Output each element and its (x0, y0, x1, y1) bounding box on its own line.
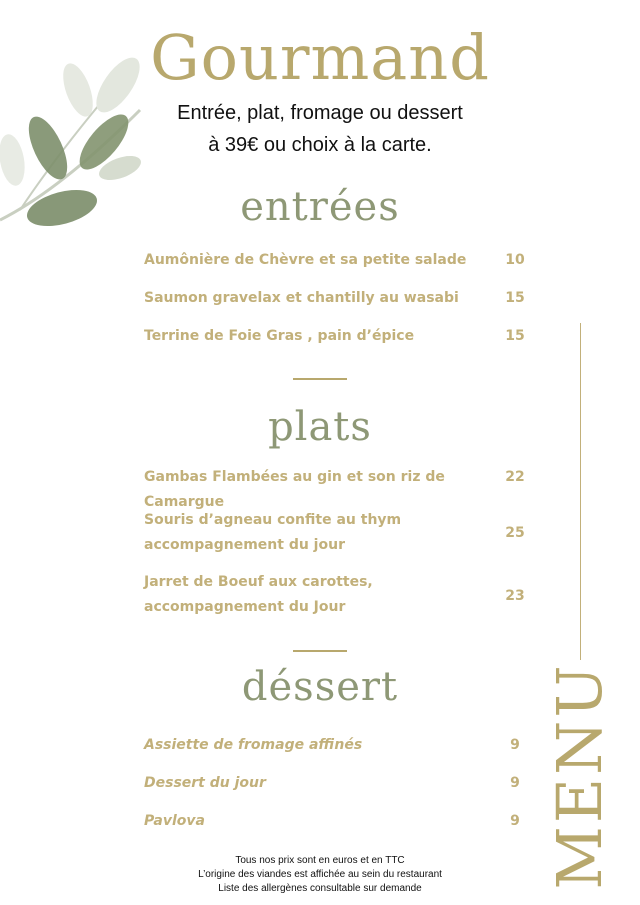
item-price: 10 (505, 252, 525, 268)
menu-side-label: MENU (543, 662, 616, 890)
list-item-line1: Jarret de Boeuf aux carottes, (144, 574, 373, 590)
item-price: 15 (505, 290, 525, 306)
list-item: Aumônière de Chèvre et sa petite salade (144, 252, 467, 268)
item-price: 9 (510, 737, 520, 753)
footer-line3: Liste des allergènes consultable sur demande (218, 883, 422, 894)
list-item-line2: accompagnement du Jour (144, 599, 346, 615)
list-item: Pavlova (144, 813, 205, 829)
item-price: 25 (505, 525, 525, 541)
menu-title: Gourmand (150, 21, 490, 94)
list-item: Gambas Flambées au gin et son riz de Camargue (144, 469, 445, 510)
list-item: Dessert du jour (144, 775, 266, 791)
footer-line1: Tous nos prix sont en euros et en TTC (235, 855, 405, 866)
list-item: Saumon gravelax et chantilly au wasabi (144, 290, 459, 306)
list-item-line2: accompagnement du jour (144, 537, 345, 553)
section-divider (293, 378, 347, 380)
list-item: Assiette de fromage affinés (144, 737, 363, 753)
section-divider (293, 650, 347, 652)
menu-subtitle-line2: à 39€ ou choix à la carte. (208, 134, 432, 156)
section-title-plats: plats (268, 404, 372, 450)
item-price: 23 (505, 588, 525, 604)
section-title-desserts: déssert (241, 664, 399, 710)
item-price: 9 (510, 775, 520, 791)
menu-subtitle-line1: Entrée, plat, fromage ou dessert (177, 102, 463, 124)
list-item: Terrine de Foie Gras , pain d’épice (144, 328, 415, 344)
item-price: 15 (505, 328, 525, 344)
list-item-line1: Souris d’agneau confite au thym (144, 512, 402, 528)
item-price: 22 (505, 469, 525, 485)
section-title-entrees: entrées (240, 184, 400, 230)
item-price: 9 (510, 813, 520, 829)
footer-line2: L’origine des viandes est affichée au sein du restaurant (198, 869, 442, 880)
vertical-divider (580, 323, 581, 660)
